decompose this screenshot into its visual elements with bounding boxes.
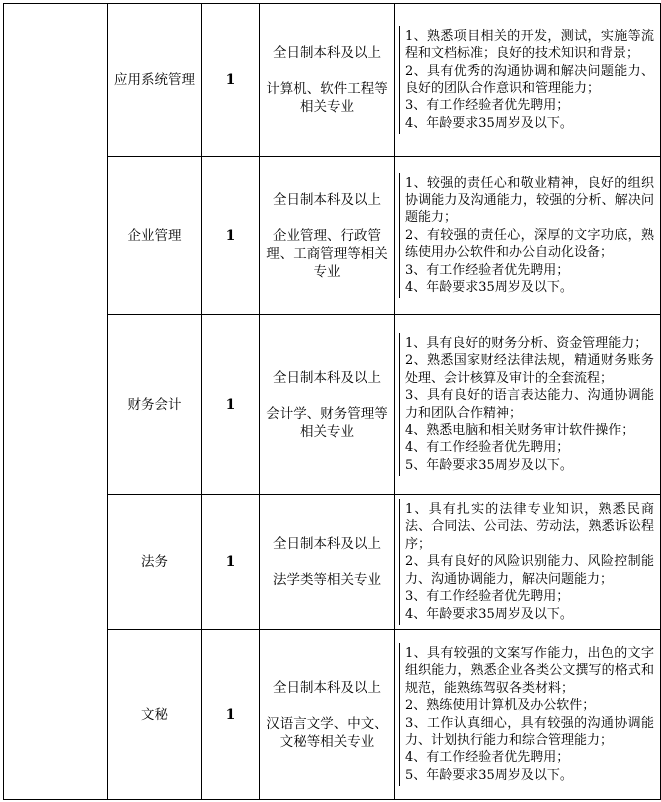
major-text: 汉语言文学、中文、文秘等相关专业 [266, 715, 388, 750]
position-cell: 法务 [108, 495, 202, 630]
education-cell [260, 4, 395, 157]
requirements-cell [395, 157, 661, 315]
requirement-line: 2、具有优秀的沟通协调和解决问题能力、良好的团队合作意识和管理能力； [405, 63, 654, 96]
headcount-cell: 1 [202, 630, 260, 800]
education-cell [260, 495, 395, 630]
requirements-cell [395, 495, 661, 630]
education-cell [260, 157, 395, 315]
requirement-line: 5、年龄要求35周岁及以下。 [405, 457, 573, 473]
headcount-cell: 1 [202, 495, 260, 630]
requirement-line: 1、具有良好的财务分析、资金管理能力； [405, 335, 648, 351]
table-row [4, 4, 661, 157]
requirement-line: 4、年龄要求35周岁及以下。 [405, 115, 573, 131]
requirement-line: 3、工作认真细心，具有较强的沟通协调能力、计划执行能力和综合管理能力； [405, 715, 654, 748]
blank-column-cell [4, 4, 108, 800]
requirement-line: 1、具有较强的文案写作能力，出色的文字组织能力，熟悉企业各类公文撰写的格式和规范，能熟练驾驭各类材料； [405, 645, 654, 696]
requirement-line: 4、熟悉电脑和相关财务审计软件操作； [405, 422, 635, 438]
job-requirements-table [3, 3, 661, 800]
requirement-line: 3、有工作经验者优先聘用； [405, 98, 570, 114]
requirement-line: 3、有工作经验者优先聘用； [405, 589, 570, 605]
requirement-line: 1、熟悉项目相关的开发，测试，实施等流程和文档标准；良好的技术知识和背景； [405, 28, 654, 62]
requirement-line: 4、有工作经验者优先聘用； [405, 750, 570, 766]
requirement-line: 4、有工作经验者优先聘用； [405, 440, 570, 456]
requirement-line: 4、年龄要求35周岁及以下。 [405, 606, 573, 622]
degree-text: 全日制本科及以上 [273, 45, 381, 61]
requirements-cell [395, 315, 661, 495]
education-cell [260, 315, 395, 495]
requirements-cell [395, 630, 661, 800]
requirement-line: 4、年龄要求35周岁及以下。 [405, 280, 573, 296]
education-cell [260, 630, 395, 800]
position-cell: 应用系统管理 [108, 4, 202, 157]
degree-text: 全日制本科及以上 [273, 191, 381, 208]
requirement-line: 5、年龄要求35周岁及以下。 [405, 767, 573, 783]
requirement-line: 2、具有良好的风险识别能力、风险控制能力、沟通协调能力，解决问题能力； [405, 554, 654, 587]
requirement-line: 3、有工作经验者优先聘用； [405, 262, 570, 278]
requirement-line: 3、具有良好的语言表达能力、沟通协调能力和团队合作精神； [405, 388, 654, 421]
position-cell: 财务会计 [108, 315, 202, 495]
requirement-line: 2、熟悉国家财经法律法规，精通财务账务处理、会计核算及审计的全套流程； [405, 353, 654, 386]
degree-text: 全日制本科及以上 [273, 369, 381, 386]
table-body [4, 4, 661, 800]
position-cell: 文秘 [108, 630, 202, 800]
degree-text: 全日制本科及以上 [273, 536, 381, 552]
major-text: 企业管理、行政管理、工商管理等相关专业 [266, 227, 388, 280]
position-cell: 企业管理 [108, 157, 202, 315]
requirements-cell [395, 4, 661, 157]
degree-text: 全日制本科及以上 [273, 679, 381, 696]
major-text: 计算机、软件工程等相关专业 [266, 81, 388, 115]
headcount-cell: 1 [202, 315, 260, 495]
requirement-line: 2、有较强的责任心，深厚的文字功底，熟练使用办公软件和办公自动化设备； [405, 227, 654, 261]
headcount-cell: 1 [202, 4, 260, 157]
headcount-cell: 1 [202, 157, 260, 315]
requirement-line: 1、具有扎实的法律专业知识，熟悉民商法、合同法、公司法、劳动法，熟悉诉讼程序； [405, 502, 654, 552]
major-text: 会计学、财务管理等相关专业 [266, 405, 388, 440]
requirement-line: 1、较强的责任心和敬业精神，良好的组织协调能力及沟通能力，较强的分析、解决问题能力； [405, 175, 654, 226]
requirement-line: 2、熟练使用计算机及办公软件； [405, 698, 596, 714]
major-text: 法学类等相关专业 [273, 572, 381, 588]
